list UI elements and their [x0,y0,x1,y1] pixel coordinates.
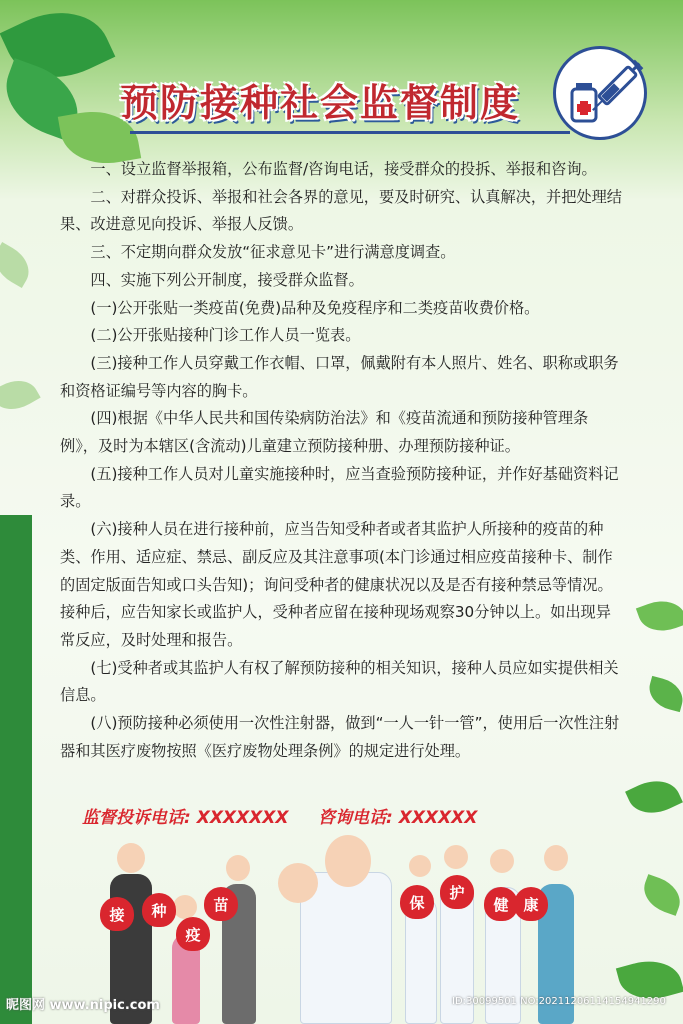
leaf-decoration [636,593,683,638]
inquiry-hotline: 咨询电话: XXXXXX [318,808,478,828]
heart-badge: 种 [142,893,176,927]
leaf-decoration [0,372,41,419]
paragraph: (六)接种人员在进行接种前，应当告知受种者或者其监护人所接种的疫苗的种类、作用、适应症、禁忌、副反应及其注意事项(本门诊通过相应疫苗接种卡、制作的固定版面告知或口头告知)；询问受种者的健康状况以及是否有接种禁忌等情况。接种后，应告知家长或监护人，受种者应留在接种现场观察30分钟以上。如出现异常反应，及时处理和报告。 [60,520,613,649]
left-green-band [0,515,32,1024]
girl-head [173,895,197,919]
doctor2-head [490,849,514,873]
vaccine-logo [553,46,647,140]
page-title: 预防接种社会监督制度 [120,81,521,125]
paragraph: 二、对群众投诉、举报和社会各界的意见，要及时研究、认真解决，并把处理结果、改进意见向投诉、举报人反馈。 [60,187,622,234]
paragraph: 三、不定期向群众发放“征求意见卡”进行满意度调查。 [90,243,456,262]
paragraph: (五)接种工作人员对儿童实施接种时，应当查验预防接种证，并作好基础资料记录。 [60,464,619,511]
syringe-bottle-icon [556,49,644,137]
title-underline [130,131,570,134]
leaf-decoration [0,242,37,288]
heart-badge: 康 [514,887,548,921]
baby-head [278,863,318,903]
woman-head [226,855,250,881]
heart-badge: 健 [484,887,518,921]
photographer-head [544,845,568,871]
heart-badge: 接 [100,897,134,931]
paragraph: (一)公开张贴一类疫苗(免费)品种及免疫程序和二类疫苗收费价格。 [90,298,540,317]
doctor-head [409,855,431,877]
nurse-head [325,835,371,887]
heart-badge: 护 [440,875,474,909]
leaf-decoration [625,771,683,822]
complaint-hotline: 监督投诉电话: XXXXXXX [82,808,289,828]
leaf-decoration [645,676,683,712]
heart-badge: 苗 [204,887,238,921]
paragraph: (七)受种者或其监护人有权了解预防接种的相关知识，接种人员应如实提供相关信息。 [60,658,619,705]
heart-badge: 疫 [176,917,210,951]
paragraph: (四)根据《中华人民共和国传染病防治法》和《疫苗流通和预防接种管理条例》，及时为本辖区(含流动)儿童建立预防接种册、办理预防接种证。 [60,409,589,456]
paragraph: (八)预防接种必须使用一次性注射器，做到“一人一针一管”，使用后一次性注射器和其医疗废物按照《医疗废物处理条例》的规定进行处理。 [60,714,620,760]
nurse2-head [444,845,468,869]
watermark-left: 昵图网 www.nipic.com [6,998,160,1013]
paragraph: (三)接种工作人员穿戴工作衣帽、口罩，佩戴附有本人照片、姓名、职称或职务和资格证编号等内容的胸卡。 [60,353,619,400]
paragraph: 四、实施下列公开制度，接受群众监督。 [90,270,364,289]
man-head [117,843,145,873]
title-block [120,72,550,132]
paragraph: (二)公开张贴接种门诊工作人员一览表。 [90,326,361,345]
watermark-right: ID:30099501 NO:20211206114154941290 [452,996,666,1007]
paragraph: 一、设立监督举报箱，公布监督/咨询电话，接受群众的投拆、举报和咨询。 [90,160,597,178]
regulation-text [60,156,625,765]
heart-badge: 保 [400,885,434,919]
leaf-decoration [638,874,683,916]
